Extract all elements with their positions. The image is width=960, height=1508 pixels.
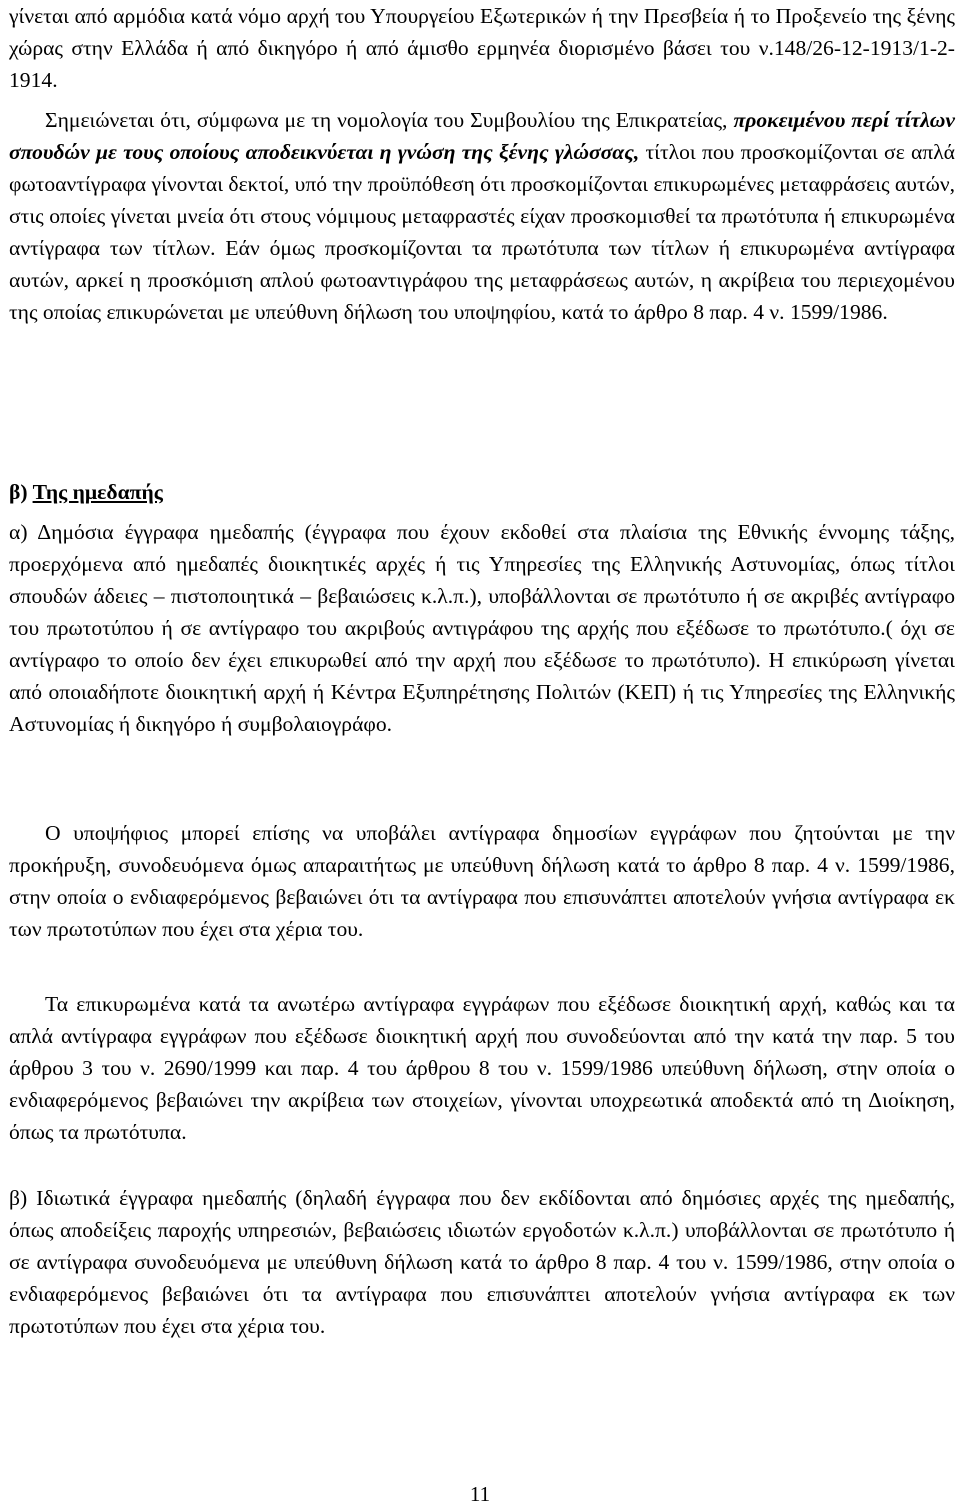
jurisprudence-intro: Σημειώνεται ότι, σύμφωνα με τη νομολογία του Συμβουλίου της Επικρατείας, bbox=[45, 108, 728, 132]
page-number: 11 bbox=[469, 1482, 491, 1506]
section-title: Της ημεδαπής bbox=[32, 480, 163, 504]
paragraph-jurisprudence bbox=[9, 104, 955, 328]
jurisprudence-bold-clause: προκειμένου περί τίτλων σπουδών με τους οποίους αποδεικνύεται η γνώση της ξένης γλώσσας, bbox=[9, 108, 955, 164]
paragraph-private-documents: β) Ιδιωτικά έγγραφα ημεδαπής (δηλαδή έγγραφα που δεν εκδίδονται από δημόσιες αρχές της ημεδαπής, όπως αποδείξεις παροχής υπηρεσιών, βεβαιώσεις ιδιωτών εργοδοτών κ.λ.π.) υποβάλλονται σε πρωτότυπο ή σε αντίγραφα συνοδευόμενα με υπεύθυνη δήλωση κατά το άρθρο 8 παρ. 4 του ν. 1599/1986, στην οποία ο ενδιαφερόμενος βεβαιώνει ότι τα αντίγραφα που επισυνάπτει αποτελούν γνήσια αντίγραφα εκ των πρωτοτύπων που έχει στα χέρια του. bbox=[9, 1186, 955, 1338]
paragraph-public-documents: α) Δημόσια έγγραφα ημεδαπής (έγγραφα που έχουν εκδοθεί στα πλαίσια της Εθνικής έννομης τάξης, προερχόμενα από ημεδαπές διοικητικές αρχές ή τις Υπηρεσίες της Ελληνικής Αστυνομίας, όπως τίτλοι σπουδών άδειες – πιστοποιητικά – βεβαιώσεις κ.λ.π.), υποβάλλονται σε πρωτότυπο ή σε ακριβές αντίγραφο του πρωτοτύπου ή σε αντίγραφο του ακριβούς αντιγράφου της αρχής που εξέδωσε το πρωτότυπο.( όχι σε αντίγραφο το οποίο δεν έχει επικυρωθεί από την αρχή που εξέδωσε το πρωτότυπο). Η επικύρωση γίνεται από οποιαδήποτε διοικητική αρχή ή Κέντρα Εξυπηρέτησης Πολιτών (ΚΕΠ) ή τις Υπηρεσίες της Ελληνικής Αστυνομίας ή δικηγόρο ή συμβολαιογράφο. bbox=[9, 520, 955, 736]
jurisprudence-rest: τίτλοι που προσκομίζονται σε απλά φωτοαντίγραφα γίνονται δεκτοί, υπό την προϋπόθεση ότι προσκομίζονται επικυρωμένες μεταφράσεις αυτών, στις οποίες γίνεται μνεία ότι στους νόμιμους μεταφραστές είχαν προσκομισθεί τα πρωτότυπα ή επικυρωμένα αντίγραφα των τίτλων. Εάν όμως προσκομίζονται τα πρωτότυπα των τίτλων ή επικυρωμένα αντίγραφα αυτών, αρκεί η προσκόμιση απλού φωτοαντιγράφου της μεταφράσεως αυτών, η ακρίβεια του περιεχομένου της οποίας επικυρώνεται με υπεύθυνη δήλωση του υποψηφίου, κατά το άρθρο 8 παρ. 4 ν. 1599/1986. bbox=[9, 140, 955, 324]
section-heading bbox=[9, 476, 955, 508]
paragraph-certified-copies: Τα επικυρωμένα κατά τα ανωτέρω αντίγραφα εγγράφων που εξέδωσε διοικητική αρχή, καθώς και τα απλά αντίγραφα εγγράφων που εξέδωσε διοικητική αρχή που συνοδεύονται από την κατά την παρ. 5 του άρθρου 3 του ν. 2690/1999 και παρ. 4 του άρθρου 8 του ν. 1599/1986 υπεύθυνη δήλωση, στην οποία ο ενδιαφερόμενος βεβαιώνει την ακρίβεια των στοιχείων, γίνονται υποχρεωτικά αποδεκτά από τη Διοίκηση, όπως τα πρωτότυπα. bbox=[9, 992, 955, 1144]
paragraph-foreign-translation-end: γίνεται από αρμόδια κατά νόμο αρχή του Υπουργείου Εξωτερικών ή την Πρεσβεία ή το Προξενείο της ξένης χώρας στην Ελλάδα ή από δικηγόρο ή από άμισθο ερμηνέα διορισμένο βάσει του ν.148/26-12-1913/1-2-1914. bbox=[9, 4, 955, 92]
paragraph-candidate-copies: Ο υποψήφιος μπορεί επίσης να υποβάλει αντίγραφα δημοσίων εγγράφων που ζητούνται με την προκήρυξη, συνοδευόμενα όμως απαραιτήτως με υπεύθυνη δήλωση κατά το άρθρο 8 παρ. 4 ν. 1599/1986, στην οποία ο ενδιαφερόμενος βεβαιώνει ότι τα αντίγραφα που επισυνάπτει αποτελούν γνήσια αντίγραφα εκ των πρωτοτύπων που έχει στα χέρια του. bbox=[9, 821, 955, 941]
section-label: β) bbox=[9, 480, 33, 504]
